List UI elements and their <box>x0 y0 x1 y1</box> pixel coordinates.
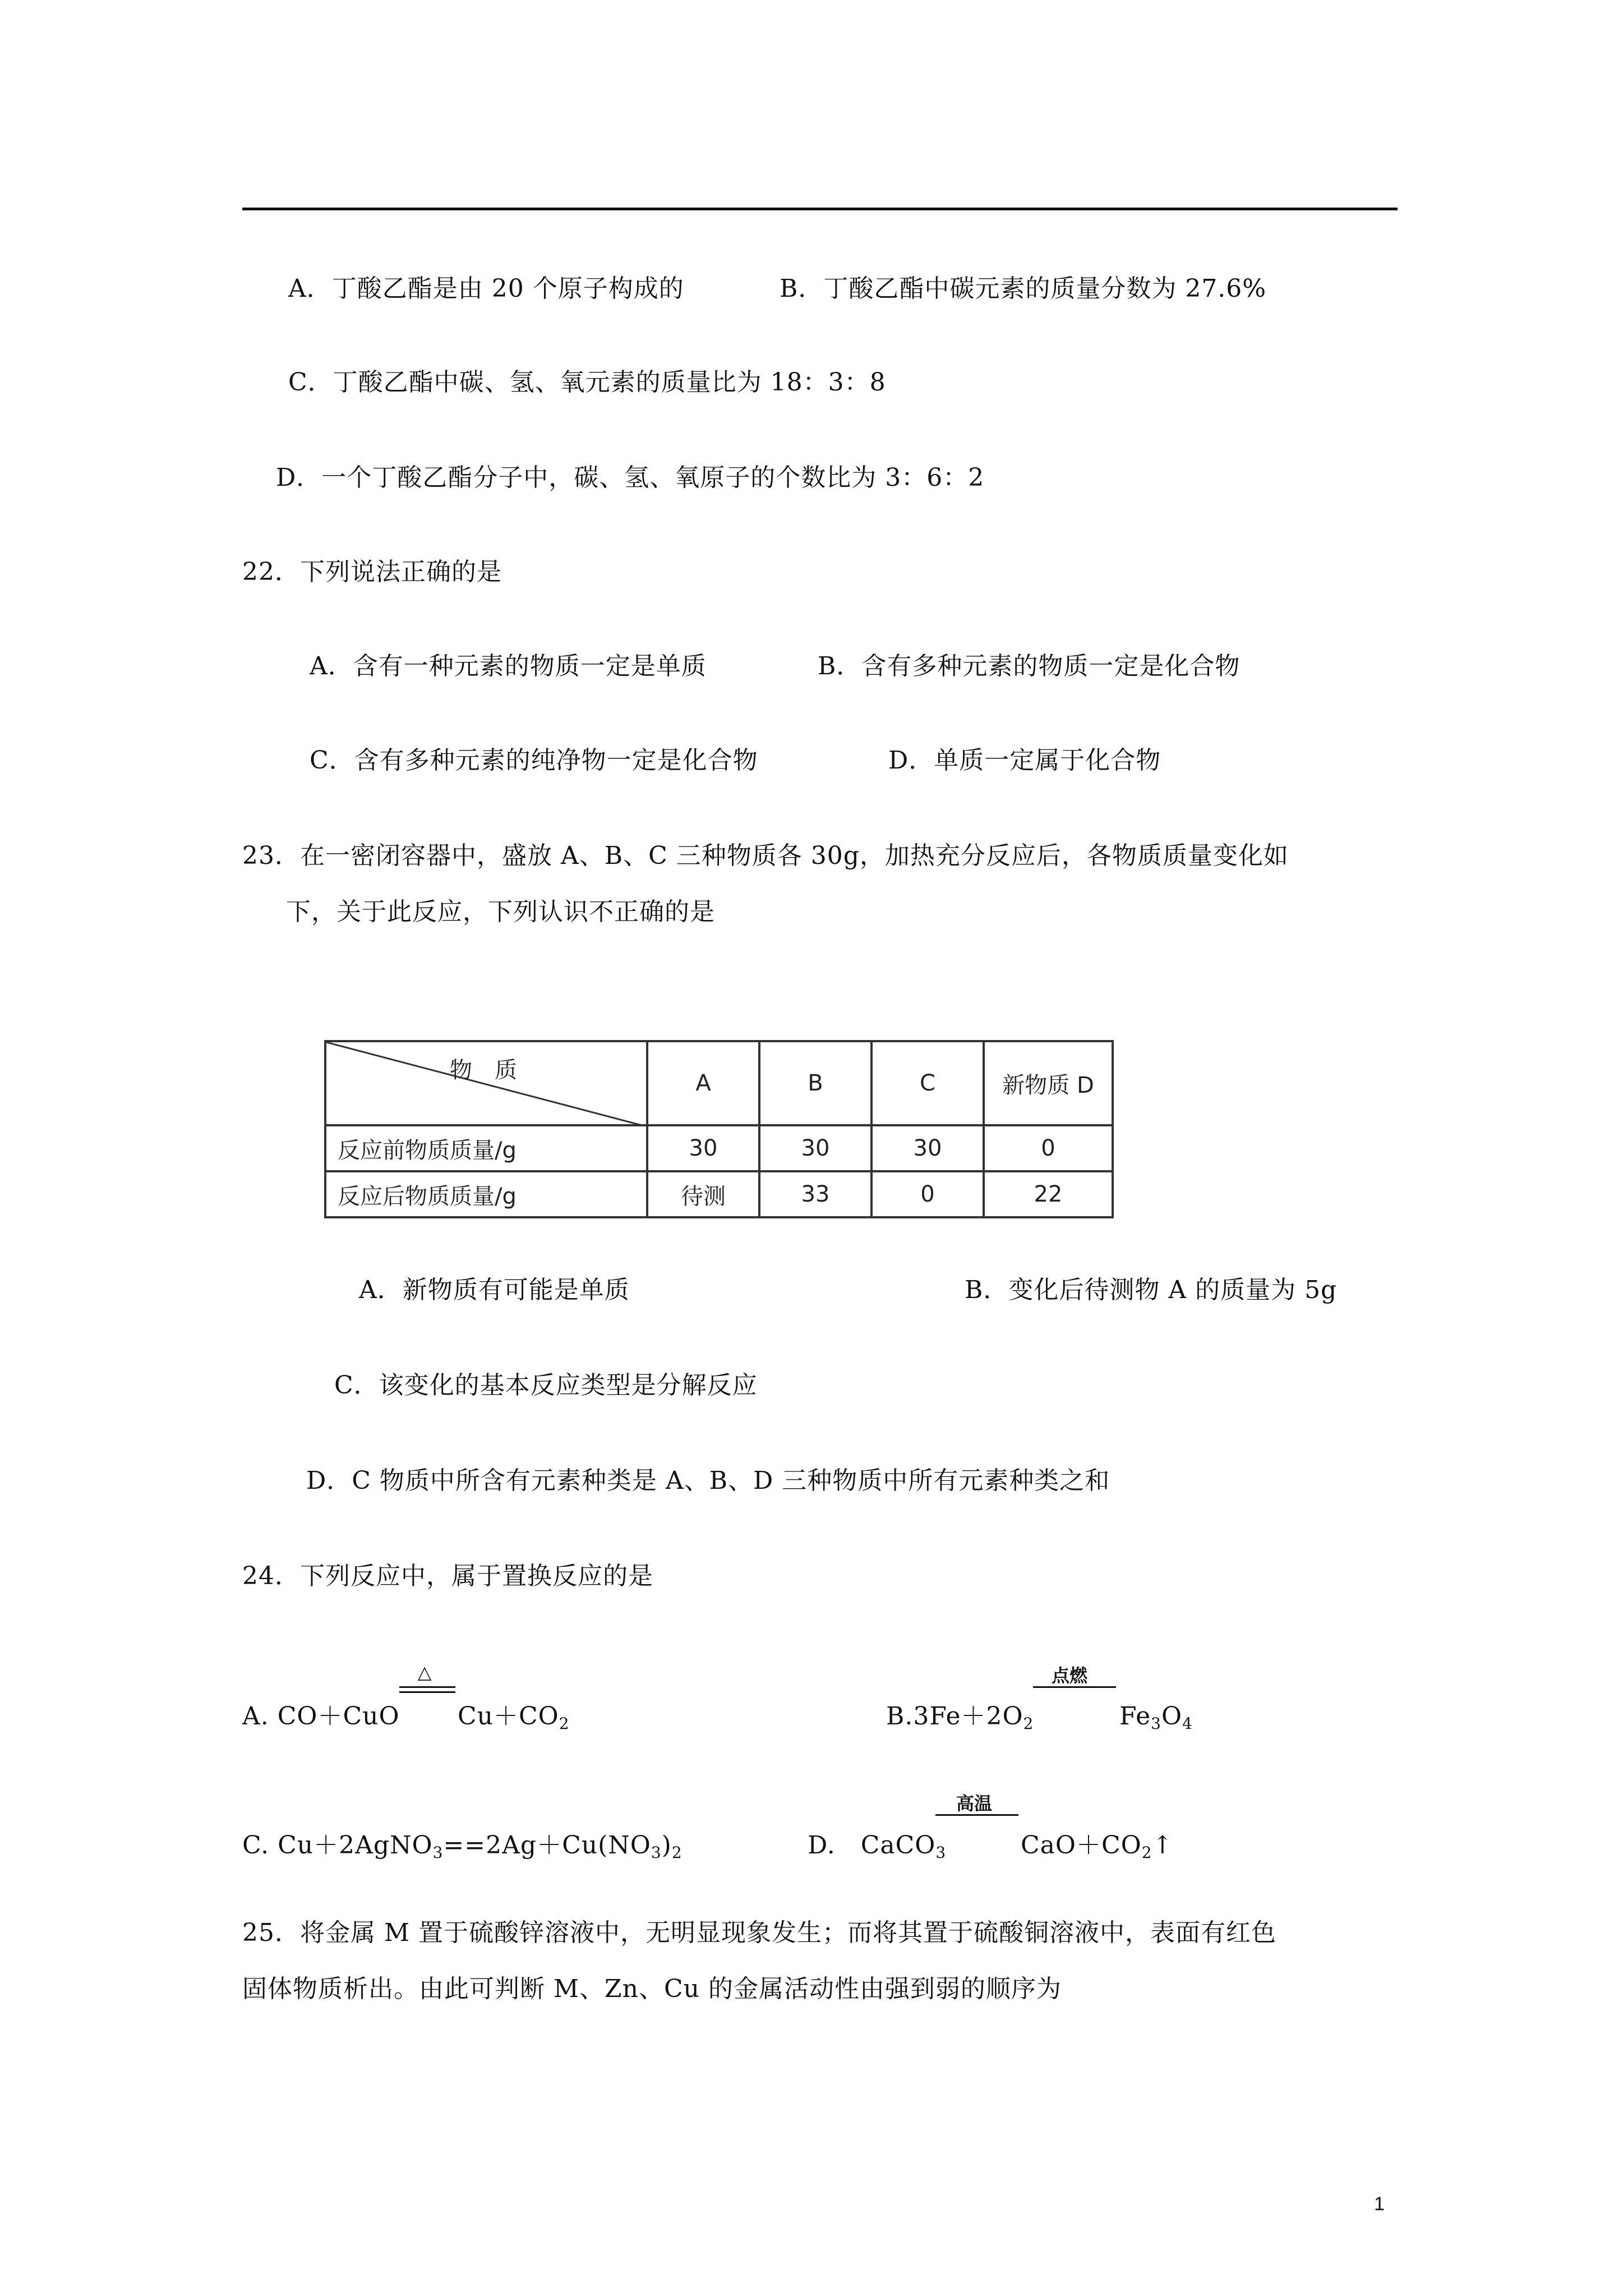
q23-stem-line1: 23．在一密闭容器中，盛放 A、B、C 三种物质各 30g，加热充分反应后，各物质质量变化如 <box>242 841 1289 870</box>
table-cell: 30 <box>872 1125 984 1171</box>
q23-option-b: B．变化后待测物 A 的质量为 5g <box>965 1276 1338 1304</box>
q24-option-d-products: $CaO+CO_2↑$ <box>1021 1831 1174 1862</box>
q21-option-b: B．丁酸乙酯中碳元素的质量分数为 27.6% <box>780 274 1267 303</box>
table-cell: 0 <box>984 1125 1113 1171</box>
q22-option-c: C．含有多种元素的纯净物一定是化合物 <box>310 746 758 775</box>
q21-option-c: C．丁酸乙酯中碳、氢、氧元素的质量比为 18：3：8 <box>288 368 886 397</box>
table-row-label: 反应前物质质量/g <box>325 1125 647 1171</box>
q22-stem: 22．下列说法正确的是 <box>242 558 502 586</box>
q24-option-b-products: $Fe_3O_4$ <box>1119 1702 1193 1733</box>
q22-option-d: D．单质一定属于化合物 <box>888 746 1161 775</box>
q23-stem-line2: 下，关于此反应，下列认识不正确的是 <box>286 898 715 926</box>
table-cell: 30 <box>759 1125 872 1171</box>
table-header-a: A <box>647 1041 759 1125</box>
q24-stem: 24．下列反应中，属于置换反应的是 <box>242 1562 653 1590</box>
table-header-c: C <box>872 1041 984 1125</box>
q24-option-b-reactants: $B.3Fe+2O_2$ <box>886 1702 1034 1733</box>
heat-condition-symbol: △ <box>417 1662 432 1683</box>
reaction-equals-bar <box>935 1814 1018 1816</box>
reaction-equals-bar <box>1033 1686 1116 1688</box>
table-header-b: B <box>759 1041 872 1125</box>
q25-stem-line2: 固体物质析出。由此可判断 M、Zn、Cu 的金属活动性由强到弱的顺序为 <box>242 1975 1062 2003</box>
reaction-equals-bar <box>399 1686 455 1693</box>
q23-option-d: D．C 物质中所含有元素种类是 A、B、D 三种物质中所有元素种类之和 <box>306 1466 1110 1495</box>
ignition-condition-label: 点燃 <box>1051 1665 1087 1686</box>
q25-stem-line1: 25．将金属 M 置于硫酸锌溶液中，无明显现象发生；而将其置于硫酸铜溶液中，表面有红色 <box>242 1918 1277 1947</box>
q24-option-a-reactants: A. CO＋CuO <box>242 1702 400 1731</box>
table-cell: 33 <box>759 1171 872 1217</box>
table-corner-cell <box>325 1041 647 1125</box>
q24-option-c-equation: C. $Cu+2AgNO_3==2Ag+Cu(NO_3)_2$ <box>242 1831 683 1862</box>
table-cell: 30 <box>647 1125 759 1171</box>
q21-option-d: D．一个丁酸乙酯分子中，碳、氢、氧原子的个数比为 3：6：2 <box>276 463 985 492</box>
high-temperature-condition-label: 高温 <box>956 1793 992 1814</box>
page-number: 1 <box>1374 2193 1385 2215</box>
q23-option-c: C．该变化的基本反应类型是分解反应 <box>334 1371 758 1400</box>
q24-option-d-reactants: D. CaCO$_3$ <box>808 1831 947 1862</box>
q21-option-a: A．丁酸乙酯是由 20 个原子构成的 <box>288 274 684 303</box>
table-cell: 0 <box>872 1171 984 1217</box>
q22-option-b: B．含有多种元素的物质一定是化合物 <box>818 652 1241 680</box>
table-header-d: 新物质 D <box>984 1041 1113 1125</box>
q24-option-a-products: $Cu+CO_2$ <box>458 1702 570 1733</box>
gas-up-arrow-icon: ↑ <box>1152 1831 1174 1860</box>
table-cell: 22 <box>984 1171 1113 1217</box>
mass-change-table <box>324 1040 1114 1218</box>
header-rule <box>242 208 1398 210</box>
q23-option-a: A．新物质有可能是单质 <box>359 1276 630 1304</box>
q22-option-a: A．含有一种元素的物质一定是单质 <box>310 652 707 680</box>
table-corner-label: 物 质 <box>450 1057 517 1083</box>
table-cell: 待测 <box>647 1171 759 1217</box>
table-row-label: 反应后物质质量/g <box>325 1171 647 1217</box>
